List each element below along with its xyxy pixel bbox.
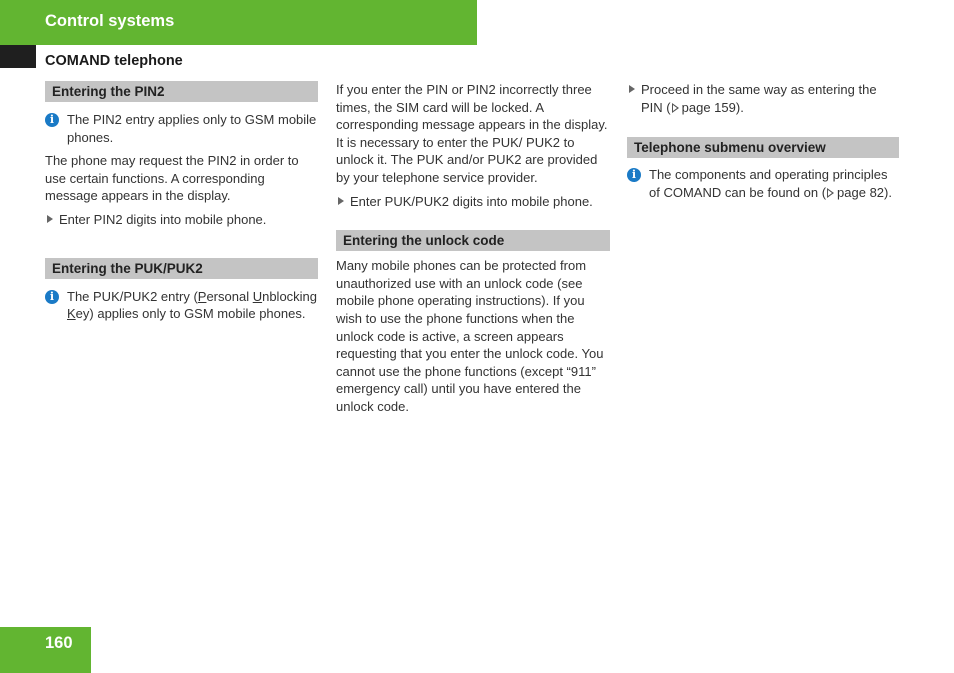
info-note-pin2	[45, 111, 318, 146]
info-icon: i	[45, 113, 59, 127]
step-proceed	[627, 81, 899, 116]
page-number: 160	[45, 634, 73, 652]
paragraph-sim-locked: If you enter the PIN or PIN2 incorrectly three times, the SIM card will be locked. A corresponding message appears in the display. It is necessary to enter the PUK/ PUK2 to unlock it. The PUK and/or PUK2 are provided by your telephone service provider.	[336, 82, 608, 185]
step-text: Enter PIN2 digits into mobile phone.	[59, 211, 267, 227]
info-text: The PUK/PUK2 entry (Personal Unblocking Key) applies only to GSM mobile phones.	[67, 288, 318, 322]
column-2	[336, 81, 610, 416]
heading-entering-pin2: Entering the PIN2	[45, 81, 318, 102]
info-text: The components and operating principles of COMAND can be found on ( page 82).	[649, 167, 892, 200]
step-text: Enter PUK/PUK2 digits into mobile phone.	[350, 193, 593, 209]
step-arrow-icon	[629, 85, 635, 93]
section-tab-marker	[0, 45, 36, 68]
step-pin2	[45, 211, 318, 229]
paragraph-pin2: The phone may request the PIN2 in order to use certain functions. A corresponding message appears in the display.	[45, 153, 299, 204]
paragraph-unlock-code: Many mobile phones can be protected from unauthorized use with an unlock code (see mobile phone operating instructions). If you wish to use the phone functions when the unlock code is active, a screen appears requesting that you enter the unlock code. You cannot use the phone functions (except “911” emergency call) until you have entered the unlock code.	[336, 258, 604, 414]
section-title: COMAND telephone	[45, 53, 183, 69]
step-arrow-icon	[47, 215, 53, 223]
heading-entering-unlock-code: Entering the unlock code	[336, 230, 610, 251]
info-text: The PIN2 entry applies only to GSM mobile phones.	[67, 112, 317, 145]
info-icon: i	[45, 290, 59, 304]
step-text: Proceed in the same way as entering the PIN ( page 159).	[641, 82, 877, 115]
page-reference-arrow-icon	[673, 104, 679, 112]
info-icon: i	[627, 168, 641, 182]
column-3	[627, 81, 899, 201]
page-reference-arrow-icon	[828, 189, 834, 197]
heading-entering-puk: Entering the PUK/PUK2	[45, 258, 318, 279]
column-1	[45, 81, 318, 323]
heading-telephone-submenu: Telephone submenu overview	[627, 137, 899, 158]
step-puk2	[336, 193, 610, 211]
page-reference-link[interactable]: page 159	[681, 99, 736, 115]
page-reference-link[interactable]: page 82	[837, 184, 885, 200]
info-note-submenu	[627, 166, 899, 201]
info-note-puk2	[45, 288, 318, 323]
chapter-title: Control systems	[45, 12, 175, 30]
step-arrow-icon	[338, 197, 344, 205]
